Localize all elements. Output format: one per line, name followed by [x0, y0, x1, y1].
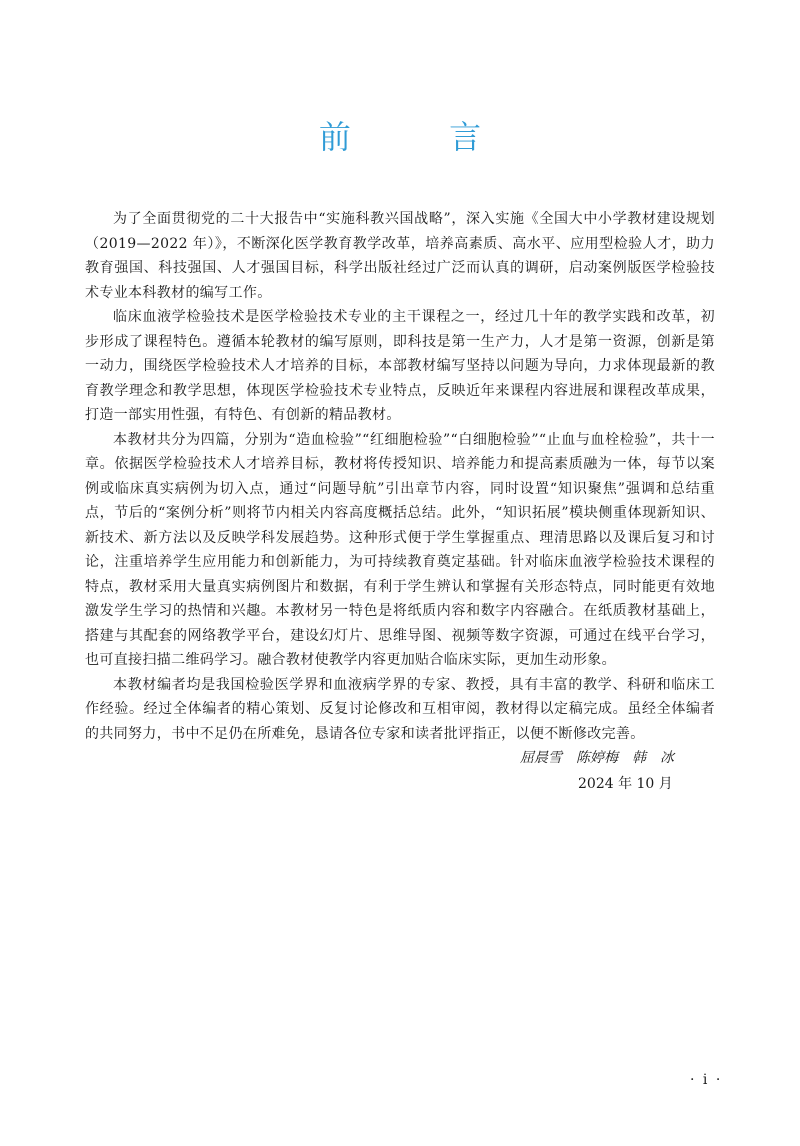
- page-number: · i ·: [690, 1072, 723, 1088]
- author-names: 屈晨雪 陈婷梅 韩 冰: [520, 750, 674, 766]
- preface-body: [85, 207, 715, 746]
- paragraph-1: 为了全面贯彻党的二十大报告中“实施科教兴国战略”，深入实施《全国大中小学教材建设规划（2019—2022 年）》，不断深化医学教育教学改革，培养高素质、高水平、应用型检验人才，助力教育强国、科技强国、人才强国目标，科学出版社经过广泛而认真的调研，启动案例版医学检验技术专业本科教材的编写工作。: [85, 211, 715, 301]
- paragraph-2: 临床血液学检验技术是医学检验技术专业的主干课程之一，经过几十年的教学实践和改革，初步形成了课程特色。遵循本轮教材的编写原则，即科技是第一生产力，人才是第一资源，创新是第一动力，围绕医学检验技术人才培养的目标，本部教材编写坚持以问题为导向，力求体现最新的教育教学理念和教学思想，体现医学检验技术专业特点，反映近年来课程内容进展和课程改革成果，打造一部实用性强，有特色、有创新的精品教材。: [85, 309, 715, 423]
- paragraph-4: 本教材编者均是我国检验医学界和血液病学界的专家、教授，具有丰富的教学、科研和临床工作经验。经过全体编者的精心策划、反复讨论修改和互相审阅，教材得以定稿完成。虽经全体编者的共同努力，书中不足仍在所难免，恳请各位专家和读者批评指正，以便不断修改完善。: [85, 676, 715, 742]
- paragraph-3: 本教材共分为四篇，分别为“造血检验”“红细胞检验”“白细胞检验”“止血与血栓检验”，共十一章。依据医学检验技术人才培养目标，教材将传授知识、培养能力和提高素质融为一体，每节以案例或临床真实病例为切入点，通过“问题导航”引出章节内容，同时设置“知识聚焦”强调和总结重点，节后的“案例分析”则将节内相关内容高度概括总结。此外，“知识拓展”模块侧重体现新知识、新技术、新方法以及反映学科发展趋势。这种形式便于学生掌握重点、理清思路以及课后复习和讨论，注重培养学生应用能力和创新能力，为可持续教育奠定基础。针对临床血液学检验技术课程的特点，教材采用大量真实病例图片和数据，有利于学生辨认和掌握有关形态特点，同时能更有效地激发学生学习的热情和兴趣。本教材另一特色是将纸质内容和数字内容融合。在纸质教材基础上，搭建与其配套的网络教学平台，建设幻灯片、思维导图、视频等数字资源，可通过在线平台学习，也可直接扫描二维码学习。融合教材使教学内容更加贴合临床实际，更加生动形象。: [85, 431, 715, 668]
- signature-block: [520, 746, 730, 796]
- signature-date: 2024 年 10 月: [578, 776, 673, 792]
- page-title: 前 言: [318, 118, 526, 156]
